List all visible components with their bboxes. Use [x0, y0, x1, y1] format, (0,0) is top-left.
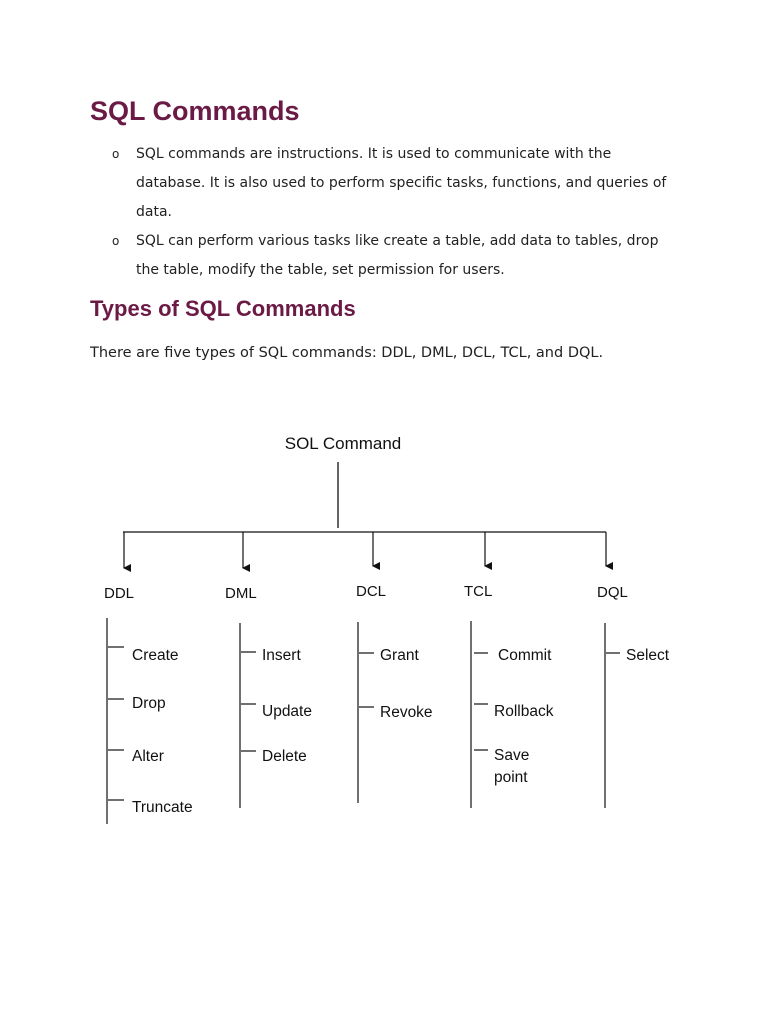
- intro-paragraph: There are five types of SQL commands: DDL, DML, DCL, TCL, and DQL.: [90, 345, 604, 361]
- page-title: SQL Commands: [90, 96, 300, 126]
- list-item: [112, 227, 672, 285]
- item-label: Revoke: [380, 704, 433, 721]
- category-label-dml: DML: [225, 585, 257, 602]
- item-label: Update: [262, 703, 312, 720]
- list-item: [112, 140, 672, 227]
- sql-command-diagram: [0, 420, 768, 840]
- item-label: Save: [494, 747, 530, 764]
- category-label-dcl: DCL: [356, 583, 387, 600]
- bullet-text: SQL commands are instructions. It is used to communicate with the database. It is also used to perform specific tasks, functions, and queries of data.: [136, 146, 667, 220]
- item-label: Rollback: [494, 703, 554, 720]
- item-label: Create: [132, 647, 179, 664]
- bullet-marker: o: [112, 147, 120, 161]
- item-label: Delete: [262, 748, 307, 765]
- item-label: Grant: [380, 647, 419, 664]
- item-label: Select: [626, 647, 670, 664]
- category-label-dql: DQL: [597, 584, 628, 601]
- item-label: Drop: [132, 695, 166, 712]
- category-label-tcl: TCL: [464, 583, 493, 600]
- item-label: Commit: [498, 647, 552, 664]
- item-label: Truncate: [132, 799, 193, 816]
- bullet-marker: o: [112, 234, 120, 248]
- bullet-list: [112, 140, 672, 285]
- category-label-ddl: DDL: [104, 585, 135, 602]
- item-label: Alter: [132, 748, 164, 765]
- item-label: point: [494, 769, 528, 786]
- bullet-text: SQL can perform various tasks like create a table, add data to tables, drop the table, modify the table, set permission for users.: [136, 233, 659, 278]
- section-heading: Types of SQL Commands: [90, 296, 356, 321]
- diagram-root-label: SOL Command: [284, 434, 402, 453]
- item-label: Insert: [262, 647, 301, 664]
